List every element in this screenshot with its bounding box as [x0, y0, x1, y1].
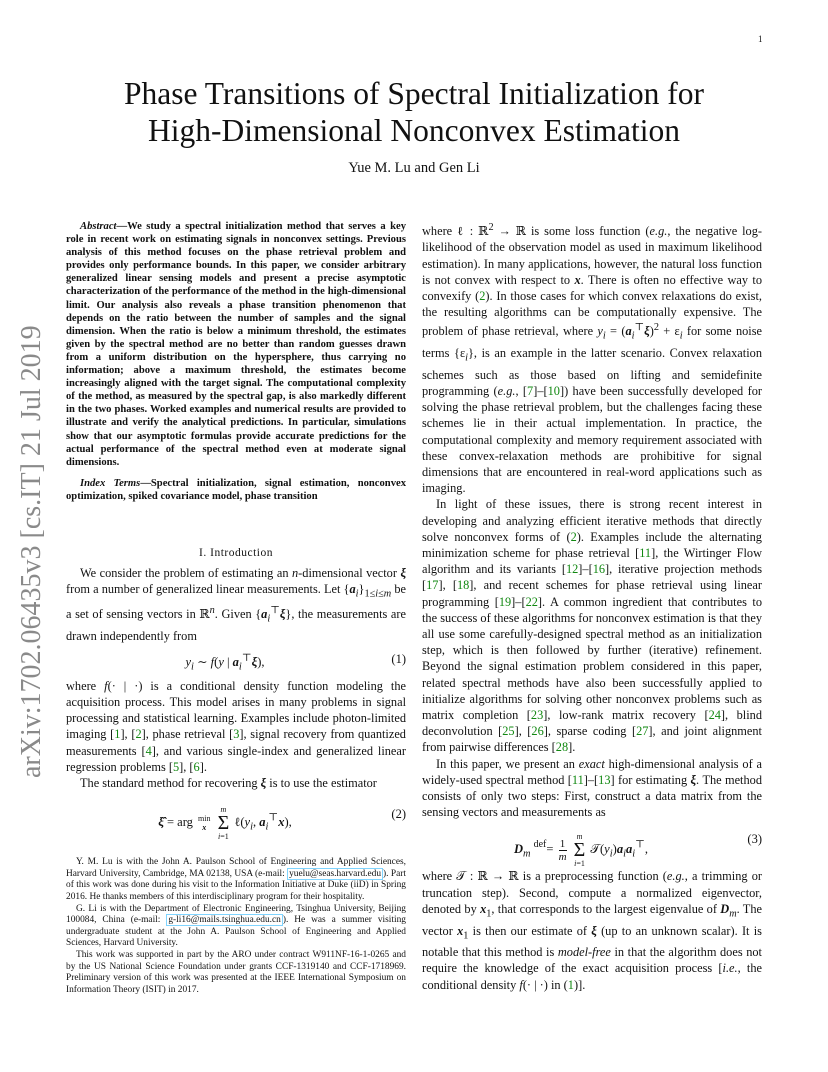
left-column [66, 220, 406, 996]
index-terms [66, 477, 406, 503]
page-number: 1 [758, 34, 763, 44]
abstract-lead: Abstract [80, 221, 117, 232]
section-number: I. [199, 546, 207, 559]
email-link-li[interactable]: g-li16@mails.tsinghua.edu.cn [168, 915, 281, 926]
equation-2: ξ̂ = arg min x m Σ i=1 $\ell(y_i$, $a_i^⊤x$), (2) [158, 805, 406, 842]
title-line-1: Phase Transitions of Spectral Initialization for [123, 76, 705, 111]
abstract-text: —We study a spectral initialization method that serves a key role in recent work on estimating signals in nonconvex settings. Previous analysis of this method focuses on the phase retrieval problem and provides only performance bounds. In this paper, we consider arbitrary generalized linear sensing models and present a precise asymptotic characterization of the performance of the method in the high-dimensional limit. Our analysis also reveals a phase transition phenomenon that depends on the ratio between the number of samples and the signal dimension. When the ratio is below a minimum threshold, the estimates given by the spectral method are no better than random guesses drawn from a uniform distribution on the hypersphere, thus carrying no information; above a maximum threshold, the estimates become increasingly aligned with the target signal. The computational complexity of the method, as measured by the spectral gap, is also markedly different in the two phases. Worked examples and numerical results are provided to illustrate and verify the analytical predictions. In particular, simulations show that our asymptotic formulas provide accurate predictions for the actual performance of the spectral method even at moderate signal dimensions. [66, 221, 406, 468]
paper-title [60, 75, 768, 149]
equation-3: $D_m$ $^{def}$= $\frac{1}{m}$ m Σ i=1 $𝒯(y_i)a_ia_i^⊤$, (3) [513, 832, 762, 869]
equation-1: $y_i$ ∼ f(y | $a_i^⊤\xi$), (1) [185, 651, 406, 673]
equation-number: (1) [391, 651, 406, 666]
right-paragraph-4: where 𝒯 : ℝ → ℝ is a preprocessing function (e.g., a trimming or truncation step). Second, compute a normalized eigenvector, denoted by $x_1$, that corresponds to the largest eigenvalue of $D_m$. The vector $x_1$ is then our estimate of ξ (up to an unknown scalar). It is notable that this method is model-free in that the algorithm does not require the knowledge of the exact acquisition process [i.e., the conditional density f(· | ·) in (1)]. [422, 869, 762, 992]
arxiv-stamp [10, 308, 48, 778]
index-terms-lead: Index Terms [80, 477, 141, 489]
footnote-lu: Y. M. Lu is with the John A. Paulson School of Engineering and Applied Sciences, Harvard University, Cambridge, MA 02138, USA (e-mail: yuelu@seas.harvard.edu ). Part of this work was done during his visit to the Information Initiative at Duke (iiD) in Spring 2016. He thanks members of this interdisciplinary program for their hospitality. [66, 857, 406, 903]
intro-paragraph-3: The standard method for recovering ξ is to use the estimator [80, 776, 377, 791]
section-title: Introduction [210, 546, 273, 559]
title-line-2: High-Dimensional Nonconvex Estimation [148, 113, 680, 148]
footnote-funding: This work was supported in part by the ARO under contract W911NF-16-1-0265 and by the US National Science Foundation under grants CCF-1319140 and CCF-1718969. Preliminary version of this work was presented at the IEEE International Symposium on Information Theory (ISIT) in 2017. [66, 950, 406, 995]
footnote-li: G. Li is with the Department of Electronic Engineering, Tsinghua University, Beijing 100084, China (e-mail: g-li16@mails.tsinghua.edu.cn ). He was a summer visiting undergraduate student at the John A. Paulson School of Engineering and Applied Sciences, Harvard University. [66, 903, 406, 949]
abstract [66, 220, 406, 469]
intro-paragraph-1: We consider the problem of estimating an n-dimensional vector ξ from a number of generalized linear measurements. Let $\{a_i\}_{1\le i\le m}$ be a set of sensing vectors in ℝ$^n$. Given $\{a_i^⊤\xi\}$, the measurements are drawn independently from [66, 565, 406, 643]
right-paragraph-3: In this paper, we present an exact high-dimensional analysis of a widely-used spectral method [11]–[13] for estimating ξ. The method consists of only two steps: First, construct a data matrix from the sensing vectors and measurements as [422, 756, 762, 820]
right-column [422, 220, 762, 993]
right-paragraph-1: where ℓ : ℝ$^2$ → ℝ is some loss function (e.g., the negative log-likelihood of the observation model as used in maximum likelihood estimation). In many applications, however, the natural loss function is not convex with respect to x. There is often no effective way to convexify (2). In those cases for which convex relaxations do exist, the resulting algorithms can be computationally expensive. The problem of phase retrieval, where $y_i = (a_i^⊤\xi)^2 + \varepsilon_i$ for some noise terms $\{\varepsilon_i\}$, is an example in the latter scenario. Convex relaxation schemes such as those based on lifting and semidefinite programming (e.g., [7]–[10]) have been successfully developed for solving the phase retrieval problem, but the challenges facing these schemes lie in their actual implementation. In practice, the computational complexity and memory requirement associated with these convex-relaxation methods are prohibitive for signal dimensions that are encountered in real-word applications such as imaging. [422, 222, 763, 496]
equation-number: (2) [391, 807, 406, 822]
right-paragraph-2: In light of these issues, there is strong recent interest in developing and analyzing efficient iterative methods that directly solve nonconvex forms of (2). Examples include the alternating minimization scheme for phase retrieval [11], the Wirtinger Flow algorithm and its variants [12]–[16], iterative projection methods [17], [18], and recent schemes for phase retrieval using linear programming [19]–[22]. A common ingredient that contributes to the success of these algorithms for nonconvex estimation is that they all use some carefully-designed spectral method as an initialization step, which is then followed by further (iterative) refinement. Beyond the signal estimation problem considered in this paper, related spectral methods have also been successfully applied to initialize algorithms for solving other nonconvex problems such as matrix completion [23], low-rank matrix recovery [24], blind deconvolution [25], [26], sparse coding [27], and joint alignment from pairwise differences [28]. [422, 497, 762, 755]
intro-paragraph-2: where f(· | ·) is a conditional density function modeling the acquisition process. This model arises in many problems in signal processing and statistical learning. Examples include photon-limited imaging [1], [2], phase retrieval [3], signal recovery from quantized measurements [4], and various single-index and generalized linear regression problems [5], [6]. [66, 678, 406, 774]
arxiv-stamp-text: arXiv:1702.06435v3 [cs.IT] 21 Jul 2019 [16, 325, 47, 778]
equation-number: (3) [747, 832, 762, 847]
index-terms-text: —Spectral initialization, signal estimation, nonconvex optimization, spiked covariance model, phase transition [66, 477, 406, 502]
email-link-lu[interactable]: yuelu@seas.harvard.edu [289, 868, 382, 879]
authors: Yue M. Lu and Gen Li [348, 160, 480, 176]
section-heading [66, 547, 406, 559]
